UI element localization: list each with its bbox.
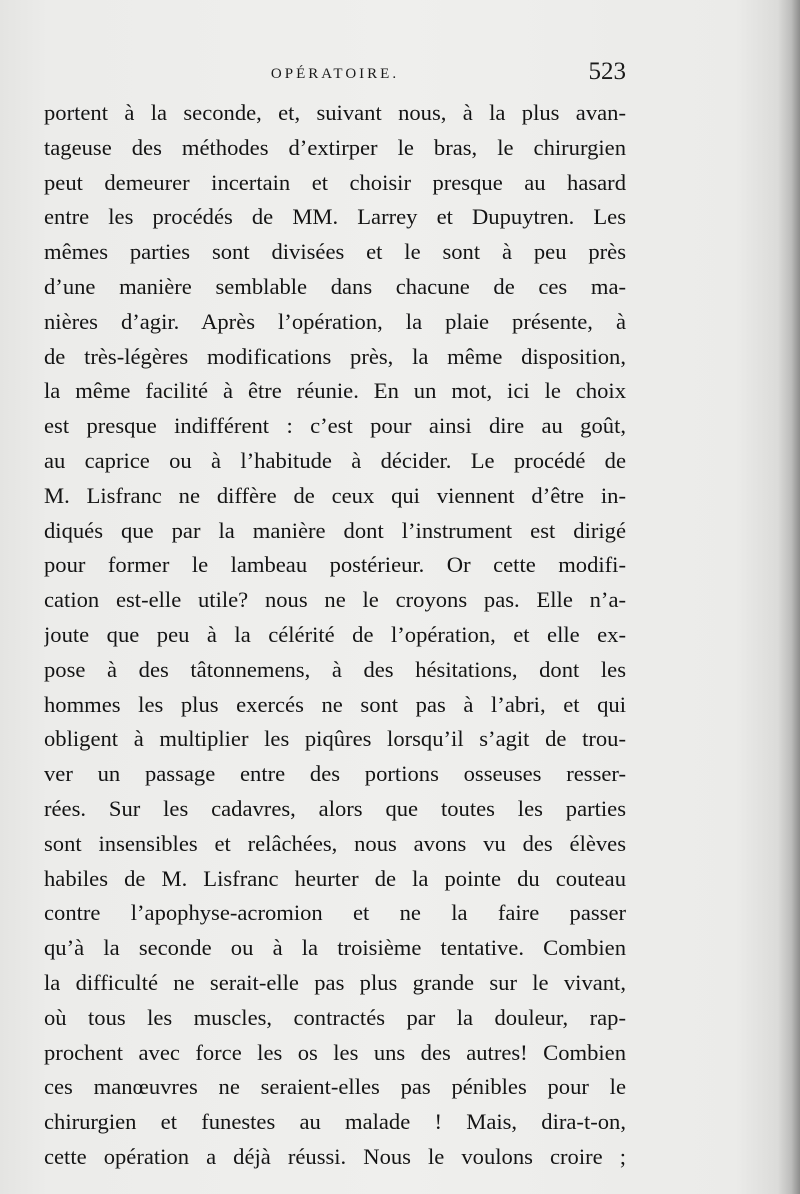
text-line: tageuse des méthodes d’extirper le bras, le chirurgien xyxy=(44,134,626,160)
page-edge-shadow xyxy=(778,0,800,1194)
text-line: rées. Sur les cadavres, alors que toutes les parties xyxy=(44,795,626,821)
text-line: la même facilité à être réunie. En un mot, ici le choix xyxy=(44,378,626,404)
running-title: OPÉRATOIRE. xyxy=(270,66,400,82)
text-line: nières d’agir. Après l’opération, la plaie présente, à xyxy=(44,308,626,334)
text-line: diqués que par la manière dont l’instrument est dirigé xyxy=(44,517,626,543)
text-line: pour former le lambeau postérieur. Or cette modifi- xyxy=(44,552,626,578)
text-line: portent à la seconde, et, suivant nous, à la plus avan- xyxy=(44,100,626,125)
text-line: qu’à la seconde ou à la troisième tentative. Combien xyxy=(44,935,626,961)
text-line: obligent à multiplier les piqûres lorsqu’il s’agit de trou- xyxy=(44,726,626,752)
text-line: d’une manière semblable dans chacune de ces ma- xyxy=(44,273,626,299)
text-line: mêmes parties sont divisées et le sont à peu près xyxy=(44,239,626,265)
text-line: de très-légères modifications près, la même disposition, xyxy=(44,343,626,369)
text-line: la difficulté ne serait-elle pas plus grande sur le vivant, xyxy=(44,969,626,995)
page-number: 523 xyxy=(588,58,626,85)
body-text xyxy=(44,96,626,1175)
text-line: peut demeurer incertain et choisir presque au hasard xyxy=(44,169,626,195)
text-line: cation est-elle utile? nous ne le croyons pas. Elle n’a- xyxy=(44,587,626,613)
text-line: joute que peu à la célérité de l’opération, et elle ex- xyxy=(44,621,626,647)
text-line: habiles de M. Lisfranc heurter de la pointe du couteau xyxy=(44,865,626,891)
text-line: prochent avec force les os les uns des autres! Combien xyxy=(44,1039,626,1065)
text-line: contre l’apophyse-acromion et ne la faire passer xyxy=(44,900,626,926)
text-line: cette opération a déjà réussi. Nous le voulons croire ; xyxy=(44,1143,626,1169)
running-head xyxy=(44,58,626,90)
text-line: ver un passage entre des portions osseuses resser- xyxy=(44,761,626,787)
text-line: sont insensibles et relâchées, nous avons vu des élèves xyxy=(44,830,626,856)
text-line: entre les procédés de MM. Larrey et Dupuytren. Les xyxy=(44,204,626,230)
text-line: est presque indifférent : c’est pour ainsi dire au goût, xyxy=(44,413,626,439)
text-line: M. Lisfranc ne diffère de ceux qui viennent d’être in- xyxy=(44,482,626,508)
text-line: chirurgien et funestes au malade ! Mais, dira-t-on, xyxy=(44,1109,626,1135)
text-line: où tous les muscles, contractés par la douleur, rap- xyxy=(44,1004,626,1030)
text-line: au caprice ou à l’habitude à décider. Le procédé de xyxy=(44,447,626,473)
text-line: ces manœuvres ne seraient-elles pas pénibles pour le xyxy=(44,1074,626,1100)
text-line: pose à des tâtonnemens, à des hésitations, dont les xyxy=(44,656,626,682)
text-line: hommes les plus exercés ne sont pas à l’abri, et qui xyxy=(44,691,626,717)
